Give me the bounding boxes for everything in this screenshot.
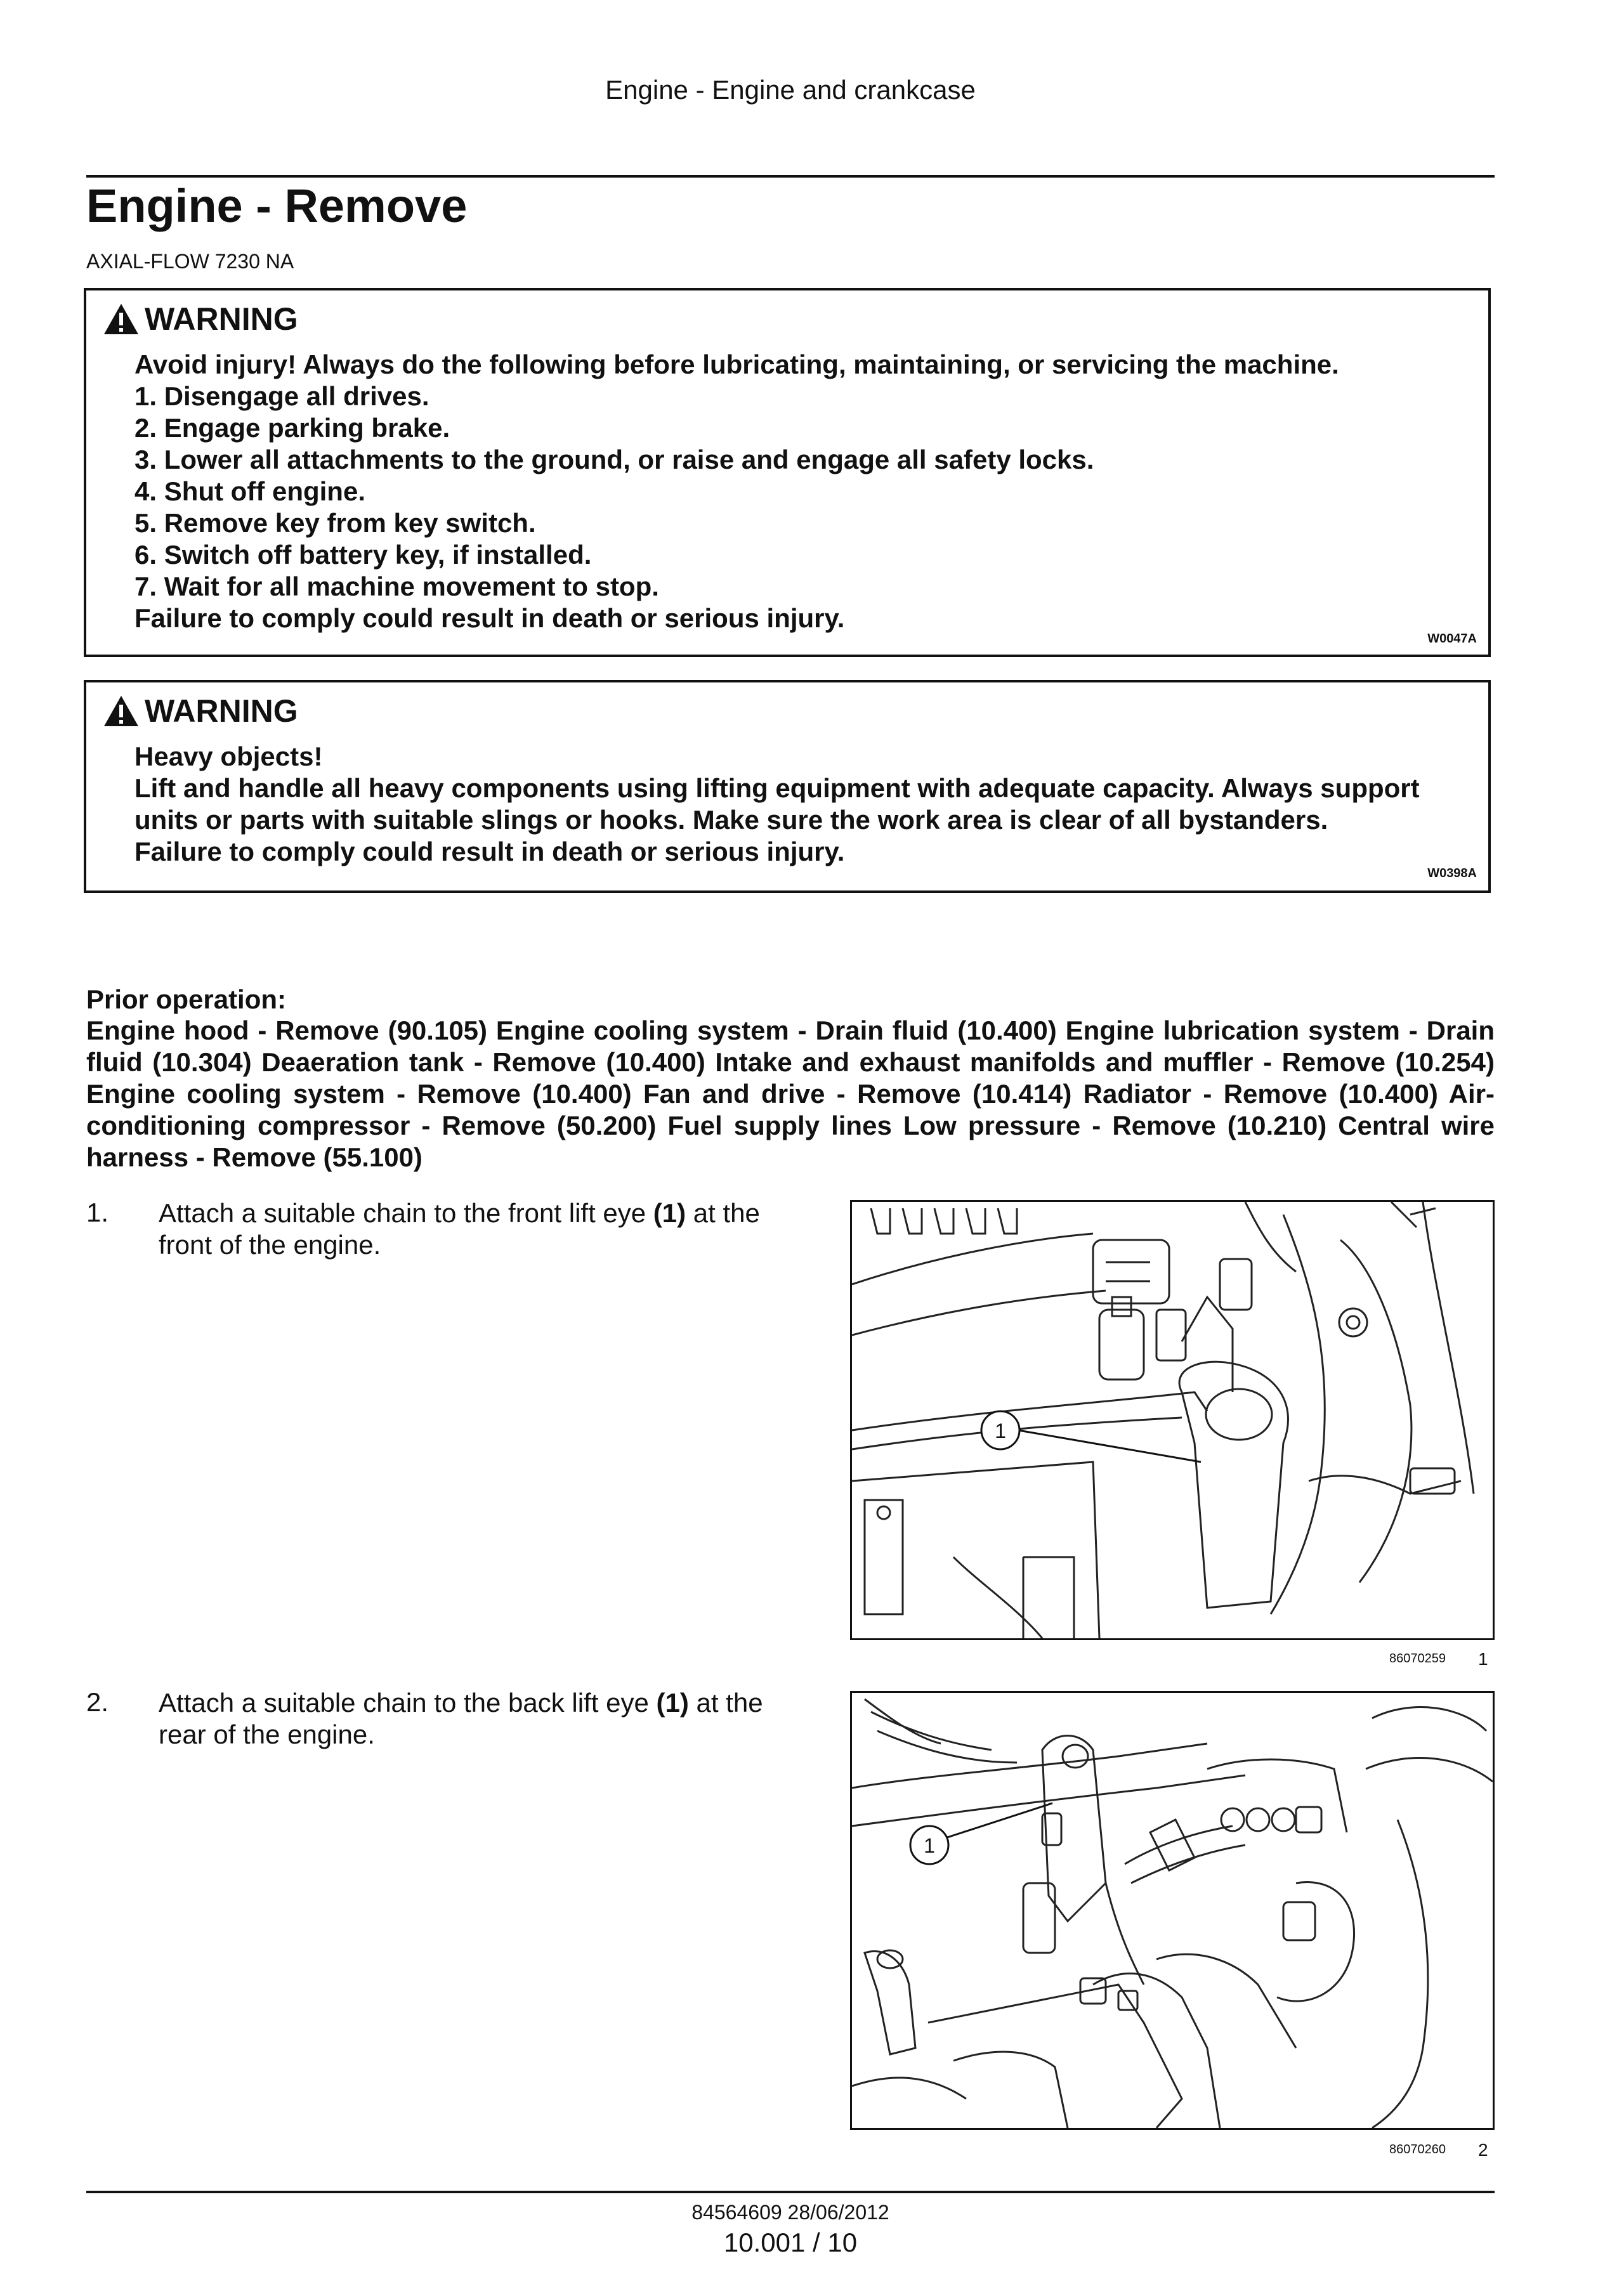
warning-text — [134, 349, 1339, 634]
page-number: 10.001 / 10 — [723, 2228, 858, 2257]
step-number: 1. — [86, 1197, 109, 1227]
figure-code: 86070260 — [1389, 2143, 1446, 2156]
step-text — [159, 1687, 799, 1751]
warning-label: WARNING — [145, 693, 298, 729]
warning-code: W0398A — [1427, 866, 1477, 880]
figure-back-lift-eye — [850, 1691, 1495, 2130]
warning-line: 4. Shut off engine. — [134, 476, 365, 506]
prior-operation-heading: Prior operation: — [86, 984, 287, 1014]
step-text-part: at the rear of the engine. — [159, 1688, 763, 1749]
prior-operation-text: Engine hood - Remove (90.105) Engine cooling system - Drain fluid (10.400) Engine lubrication system - Drain fluid (10.304) Deaeration tank - Remove (10.400) Intake and exhaust manifolds and muffler - Remove (10.254) Engine cooling system - Remove (10.400) Fan and drive - Remove (10.414) Radiator - Remove (10.400) Air-conditioning compressor - Remove (50.200) Fuel supply lines Low pressure - Remove (10.210) Central wire harness - Remove (55.100) — [86, 1015, 1495, 1172]
warning-box-heavy-objects — [84, 680, 1491, 893]
warning-code: W0047A — [1427, 632, 1477, 646]
warning-line: 3. Lower all attachments to the ground, or raise and engage all safety locks. — [134, 445, 1094, 474]
warning-line: units or parts with suitable slings or hooks. Make sure the work area is clear of all bystanders. — [134, 805, 1328, 835]
model-label: AXIAL-FLOW 7230 NA — [86, 250, 294, 273]
back-lift-eye-illustration — [852, 1693, 1493, 2128]
footer-rule — [86, 2191, 1495, 2193]
header-rule — [86, 175, 1495, 178]
step-number: 2. — [86, 1687, 109, 1717]
warning-label: WARNING — [145, 301, 298, 337]
running-header: Engine - Engine and crankcase — [605, 75, 976, 105]
step-callout-ref: (1) — [653, 1198, 686, 1228]
figure-callout: 1 — [995, 1419, 1006, 1442]
page-title: Engine - Remove — [86, 179, 468, 232]
step-callout-ref: (1) — [656, 1688, 689, 1718]
warning-line: Failure to comply could result in death or serious injury. — [134, 837, 845, 866]
warning-line: Avoid injury! Always do the following before lubricating, maintaining, or servicing the machine. — [134, 349, 1339, 379]
figure-code: 86070259 — [1389, 1652, 1446, 1666]
warning-heading — [103, 301, 298, 337]
warning-box-injury — [84, 288, 1491, 657]
warning-line: Heavy objects! — [134, 741, 323, 771]
step-text-part: at the front of the engine. — [159, 1198, 760, 1260]
warning-heading — [103, 693, 298, 729]
figure-number: 2 — [1478, 2140, 1488, 2160]
warning-line: Lift and handle all heavy components using lifting equipment with adequate capacity. Always support — [134, 773, 1420, 803]
warning-line: 6. Switch off battery key, if installed. — [134, 540, 592, 570]
warning-line: Failure to comply could result in death or serious injury. — [134, 603, 845, 633]
front-lift-eye-illustration — [852, 1202, 1493, 1638]
warning-line: 7. Wait for all machine movement to stop. — [134, 571, 659, 601]
warning-line: 5. Remove key from key switch. — [134, 508, 536, 538]
warning-line: 2. Engage parking brake. — [134, 413, 450, 443]
step-text-part: Attach a suitable chain to the front lift eye — [159, 1198, 653, 1228]
warning-triangle-icon — [103, 695, 140, 727]
warning-triangle-icon — [103, 303, 140, 336]
step-text-part: Attach a suitable chain to the back lift eye — [159, 1688, 657, 1718]
figure-callout: 1 — [924, 1834, 935, 1857]
warning-text — [134, 741, 1420, 868]
figure-front-lift-eye — [850, 1200, 1495, 1640]
step-text — [159, 1197, 799, 1261]
figure-number: 1 — [1478, 1649, 1488, 1669]
warning-line: 1. Disengage all drives. — [134, 381, 429, 411]
footer-doc-code: 84564609 28/06/2012 — [691, 2201, 889, 2224]
